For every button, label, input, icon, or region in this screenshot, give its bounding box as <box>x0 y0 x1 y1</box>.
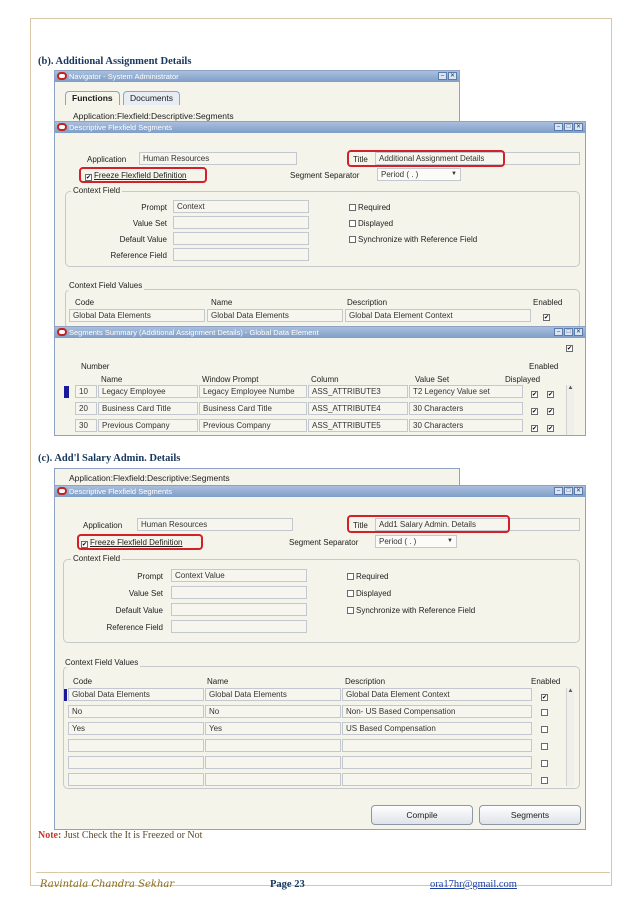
current-row-indicator <box>64 689 67 701</box>
maximize-icon[interactable]: □ <box>564 123 573 131</box>
oracle-icon <box>57 328 67 336</box>
segment-column-cell[interactable]: ASS_ATTRIBUTE3 <box>308 385 408 398</box>
row-description-cell[interactable]: Global Data Element Context <box>342 688 532 701</box>
default-value-field[interactable] <box>173 232 309 245</box>
segment-value-set-cell[interactable]: T2 Legency Value set <box>409 385 523 398</box>
reference-field[interactable] <box>173 248 309 261</box>
close-icon[interactable]: ✕ <box>575 488 582 494</box>
displayed-checkbox[interactable]: Displayed <box>349 219 393 228</box>
default-value-label: Default Value <box>115 606 163 615</box>
context-values-label: Context Field Values <box>65 658 139 667</box>
enabled-checkbox[interactable] <box>541 742 550 751</box>
col-description: Description <box>345 677 386 686</box>
minimize-icon[interactable]: – <box>438 72 447 80</box>
segment-separator-select[interactable]: Period ( . ) ▼ <box>375 535 457 548</box>
segment-separator-select[interactable]: Period ( . ) ▼ <box>377 168 461 181</box>
row-description-cell[interactable]: Global Data Element Context <box>345 309 531 322</box>
segment-value-set-cell[interactable]: 30 Characters <box>409 402 523 415</box>
section-b-heading: (b). Additional Assignment Details <box>38 56 192 67</box>
navigator-path: Application:Flexfield:Descriptive:Segments <box>69 473 230 483</box>
context-values-label: Context Field Values <box>69 281 143 290</box>
title-field[interactable]: Additional Assignment Details <box>375 152 580 165</box>
dff-b-title: Descriptive Flexfield Segments <box>69 123 172 132</box>
footer-rule <box>36 872 610 873</box>
close-icon[interactable]: ✕ <box>575 329 582 335</box>
segments-button[interactable]: Segments <box>479 805 581 825</box>
reference-field-label: Reference Field <box>110 251 167 260</box>
prompt-field[interactable]: Context Value <box>171 569 307 582</box>
checkbox-icon <box>541 726 548 733</box>
checkbox-checked-icon <box>547 408 554 415</box>
application-label: Application <box>87 155 127 164</box>
segment-column-cell[interactable]: ASS_ATTRIBUTE4 <box>308 402 408 415</box>
row-code-cell[interactable]: Yes <box>68 722 204 735</box>
note-text: Just Check the It is Freezed or Not <box>63 830 203 841</box>
checkbox-checked-icon <box>541 694 548 701</box>
segment-prompt-cell[interactable]: Legacy Employee Numbe <box>199 385 307 398</box>
segment-number-cell[interactable]: 10 <box>75 385 97 398</box>
dff-window-c <box>54 485 586 830</box>
row-name-cell[interactable]: Yes <box>205 722 341 735</box>
reference-field[interactable] <box>171 620 307 633</box>
segment-column-cell[interactable]: ASS_ATTRIBUTE5 <box>308 419 408 432</box>
empty-description-cell[interactable] <box>342 773 532 786</box>
col-name: Name <box>101 375 123 384</box>
footer-author: Ravintala Chandra Sekhar <box>40 879 175 890</box>
col-value-set: Value Set <box>415 375 450 384</box>
oracle-icon <box>57 123 67 131</box>
segment-prompt-cell[interactable]: Previous Company <box>199 419 307 432</box>
section-c-heading: (c). Add'l Salary Admin. Details <box>38 453 181 464</box>
dff-c-title: Descriptive Flexfield Segments <box>69 487 172 496</box>
application-label: Application <box>83 521 123 530</box>
navigator-window-c <box>54 468 460 486</box>
row-name-cell[interactable]: Global Data Elements <box>205 688 341 701</box>
enabled-checkbox[interactable] <box>541 708 550 717</box>
navigator-title: Navigator - System Administrator <box>69 72 179 81</box>
col-description: Description <box>347 298 388 307</box>
segment-prompt-cell[interactable]: Business Card Title <box>199 402 307 415</box>
enabled-checkbox[interactable] <box>531 388 540 398</box>
col-name: Name <box>211 298 233 307</box>
compile-button[interactable]: Compile <box>371 805 473 825</box>
value-set-label: Value Set <box>128 589 163 598</box>
checkbox-icon <box>541 760 548 767</box>
freeze-highlight <box>79 167 207 183</box>
title-field[interactable]: Add1 Salary Admin. Details <box>375 518 580 531</box>
freeze-label: Freeze Flexfield Definition <box>94 171 187 180</box>
checkbox-icon <box>541 777 548 784</box>
dff-b-titlebar[interactable] <box>55 122 585 133</box>
row-description-cell[interactable]: Non- US Based Compensation <box>342 705 532 718</box>
minimize-icon[interactable]: – <box>554 123 563 131</box>
enabled-checkbox[interactable] <box>541 691 550 701</box>
segments-titlebar[interactable] <box>55 327 585 338</box>
required-checkbox[interactable]: Required <box>347 572 388 581</box>
col-name: Name <box>207 677 229 686</box>
window-controls <box>554 123 583 131</box>
segment-separator-label: Segment Separator <box>290 171 360 180</box>
enabled-checkbox[interactable] <box>531 405 540 415</box>
empty-description-cell[interactable] <box>342 756 532 769</box>
prompt-label: Prompt <box>137 572 163 581</box>
checkbox-checked-icon <box>543 314 550 321</box>
chevron-down-icon: ▼ <box>451 171 457 177</box>
context-field-label: Context Field <box>73 554 121 563</box>
empty-description-cell[interactable] <box>342 739 532 752</box>
enabled-checkbox[interactable] <box>541 725 550 734</box>
col-displayed: Displayed <box>505 375 541 384</box>
checkbox-icon <box>349 236 356 243</box>
checkbox-checked-icon <box>531 391 538 398</box>
checkbox-icon <box>349 220 356 227</box>
application-field[interactable]: Human Resources <box>137 518 293 531</box>
required-checkbox[interactable]: Required <box>349 203 390 212</box>
segment-separator-label: Segment Separator <box>289 538 359 547</box>
title-label: Title <box>353 521 368 530</box>
navigator-titlebar[interactable] <box>55 71 459 82</box>
col-enabled: Enabled <box>533 298 563 307</box>
displayed-checkbox[interactable]: Displayed <box>347 589 391 598</box>
row-name-cell[interactable]: No <box>205 705 341 718</box>
checkbox-checked-icon <box>547 425 554 432</box>
synchronize-checkbox[interactable]: Synchronize with Reference Field <box>349 235 477 244</box>
col-enabled: Enabled <box>531 677 561 686</box>
minimize-icon[interactable]: – <box>554 487 563 495</box>
prompt-label: Prompt <box>141 203 167 212</box>
col-code: Code <box>73 677 93 686</box>
checkbox-checked-icon <box>531 408 538 415</box>
enabled-checkbox[interactable] <box>543 311 552 321</box>
close-icon[interactable]: ✕ <box>449 73 456 79</box>
value-set-label: Value Set <box>132 219 167 228</box>
empty-code-cell[interactable] <box>68 739 204 752</box>
synchronize-checkbox[interactable]: Synchronize with Reference Field <box>347 606 475 615</box>
window-controls <box>554 487 583 495</box>
chevron-down-icon: ▼ <box>447 538 453 544</box>
reference-field-label: Reference Field <box>106 623 163 632</box>
window-controls <box>554 328 583 336</box>
navigator-path: Application:Flexfield:Descriptive:Segments <box>73 111 234 121</box>
minimize-icon[interactable]: – <box>554 328 563 336</box>
tab-documents[interactable]: Documents <box>123 91 180 105</box>
row-name-cell[interactable]: Global Data Elements <box>207 309 343 322</box>
vertical-scrollbar[interactable]: ▲ <box>566 688 574 786</box>
note-label: Note: <box>38 830 62 841</box>
displayed-checkbox[interactable] <box>547 388 556 398</box>
segment-number-cell[interactable]: 30 <box>75 419 97 432</box>
segment-number-cell[interactable]: 20 <box>75 402 97 415</box>
segments-summary-window <box>54 326 586 436</box>
empty-code-cell[interactable] <box>68 773 204 786</box>
value-set-field[interactable] <box>173 216 309 229</box>
col-window-prompt: Window Prompt <box>202 375 259 384</box>
row-code-cell[interactable]: Global Data Elements <box>69 309 205 322</box>
row-code-cell[interactable]: Global Data Elements <box>68 688 204 701</box>
application-field[interactable]: Human Resources <box>139 152 297 165</box>
context-field-label: Context Field <box>73 186 121 195</box>
col-enabled: Enabled <box>529 362 559 371</box>
empty-name-cell[interactable] <box>205 756 341 769</box>
oracle-icon <box>57 72 67 80</box>
freeze-highlight <box>77 534 203 550</box>
col-number: Number <box>81 362 110 371</box>
checkbox-checked-icon <box>531 425 538 432</box>
maximize-icon[interactable]: □ <box>564 328 573 336</box>
prompt-field[interactable]: Context <box>173 200 309 213</box>
empty-name-cell[interactable] <box>205 773 341 786</box>
segment-value-set-cell[interactable]: 30 Characters <box>409 419 523 432</box>
close-icon[interactable]: ✕ <box>575 124 582 130</box>
displayed-checkbox[interactable] <box>547 405 556 415</box>
footer-email-link[interactable]: ora17hr@gmail.com <box>430 879 517 890</box>
default-value-label: Default Value <box>119 235 167 244</box>
checkbox-icon <box>541 743 548 750</box>
segment-name-cell[interactable]: Previous Company <box>98 419 198 432</box>
value-set-field[interactable] <box>171 586 307 599</box>
row-description-cell[interactable]: US Based Compensation <box>342 722 532 735</box>
enabled-checkbox[interactable] <box>541 776 550 785</box>
checkbox-checked-icon <box>547 391 554 398</box>
vertical-scrollbar[interactable]: ▲ <box>566 385 574 435</box>
title-highlight <box>347 515 510 533</box>
col-column: Column <box>311 375 339 384</box>
displayed-checkbox[interactable] <box>547 422 556 432</box>
checkbox-icon <box>347 590 354 597</box>
checkbox-icon <box>541 709 548 716</box>
header-checkbox[interactable] <box>566 342 575 352</box>
title-highlight <box>347 150 505 167</box>
checkbox-icon <box>349 204 356 211</box>
navigator-window <box>54 70 460 126</box>
oracle-icon <box>57 487 67 495</box>
checkbox-icon <box>347 573 354 580</box>
title-label: Title <box>353 155 368 164</box>
checkbox-icon <box>347 607 354 614</box>
dff-c-titlebar[interactable] <box>55 486 585 497</box>
empty-code-cell[interactable] <box>68 756 204 769</box>
dff-window-b <box>54 121 586 329</box>
checkbox-checked-icon <box>566 345 573 352</box>
segment-name-cell[interactable]: Business Card Title <box>98 402 198 415</box>
enabled-checkbox[interactable] <box>531 422 540 432</box>
note <box>38 830 202 841</box>
default-value-field[interactable] <box>171 603 307 616</box>
maximize-icon[interactable]: □ <box>564 487 573 495</box>
empty-name-cell[interactable] <box>205 739 341 752</box>
row-code-cell[interactable]: No <box>68 705 204 718</box>
current-row-indicator <box>64 386 69 398</box>
enabled-checkbox[interactable] <box>541 759 550 768</box>
window-controls <box>438 72 457 80</box>
tab-functions[interactable]: Functions <box>65 91 120 105</box>
freeze-label: Freeze Flexfield Definition <box>90 538 183 547</box>
segments-title: Segments Summary (Additional Assignment Details) - Global Data Element <box>69 328 319 337</box>
footer-page: Page 23 <box>270 879 305 890</box>
col-code: Code <box>75 298 95 307</box>
segment-name-cell[interactable]: Legacy Employee <box>98 385 198 398</box>
